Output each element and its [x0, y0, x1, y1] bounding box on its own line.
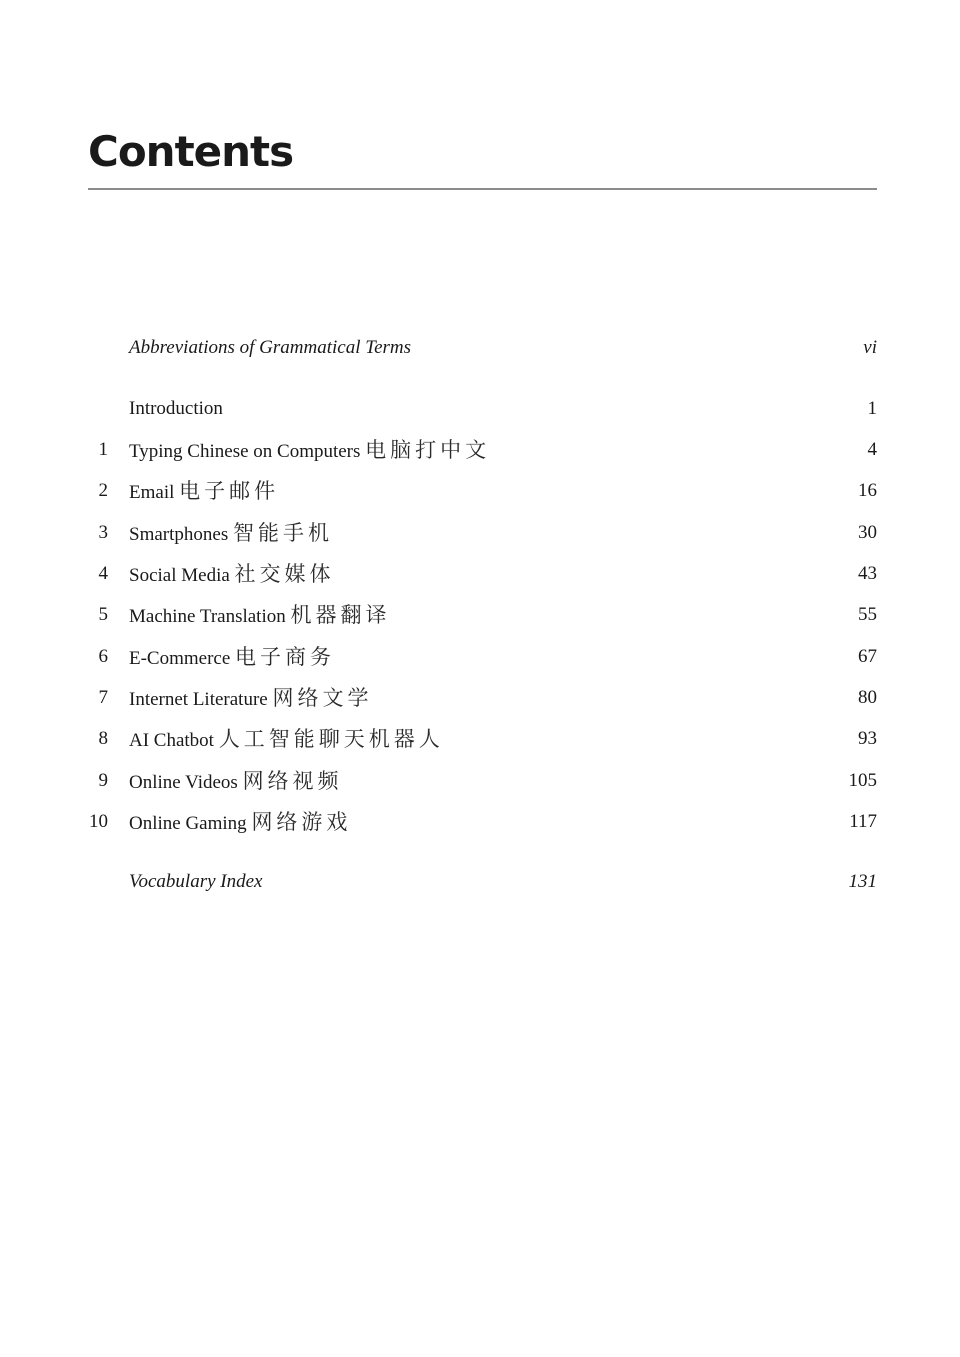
chapter-title-en: E-Commerce: [129, 648, 231, 669]
chapter-title-en: AI Chatbot: [129, 730, 214, 751]
chapter-title-en: Online Videos: [129, 772, 238, 793]
chapter-title-en: Smartphones: [129, 524, 229, 545]
chapter-title-en: Internet Literature: [129, 689, 268, 710]
toc-chapter-8[interactable]: [88, 725, 877, 753]
chapter-page: 4: [867, 439, 877, 460]
chapter-number: 6: [98, 646, 108, 667]
chapter-number: 3: [98, 522, 108, 543]
chapter-title-en: Typing Chinese on Computers: [129, 441, 361, 462]
toc-entry-label: Abbreviations of Grammatical Terms: [129, 337, 412, 358]
chapter-page: 43: [858, 563, 877, 584]
toc-chapter-2[interactable]: [88, 477, 877, 505]
chapter-page: 93: [858, 728, 877, 749]
chapter-title-cn: 智能手机: [232, 521, 333, 545]
chapter-title-cn: 电脑打中文: [365, 438, 491, 462]
chapter-number: 1: [98, 439, 108, 460]
chapter-title: [129, 560, 335, 590]
toc-entry-page: vi: [863, 337, 877, 358]
chapter-page: 117: [849, 811, 877, 832]
toc-entry-page: 1: [867, 398, 877, 419]
chapter-page: 105: [848, 770, 877, 791]
page-title: Contents: [88, 127, 294, 176]
chapter-number: 10: [89, 811, 108, 832]
chapter-title-cn: 电子商务: [235, 645, 336, 669]
chapter-page: 55: [858, 604, 877, 625]
chapter-title: [129, 725, 444, 755]
chapter-number: 7: [98, 687, 108, 708]
toc-chapter-9[interactable]: [88, 767, 877, 795]
chapter-title-cn: 机器翻译: [290, 603, 391, 627]
chapter-title-en: Email: [129, 482, 175, 503]
chapter-title: [129, 519, 333, 549]
chapter-page: 16: [858, 480, 877, 501]
chapter-title: [129, 601, 391, 631]
chapter-title: [129, 643, 335, 673]
chapter-number: 2: [98, 480, 108, 501]
chapter-title-en: Machine Translation: [129, 606, 286, 627]
chapter-title: [129, 767, 343, 797]
chapter-title: [129, 808, 351, 838]
toc-entry-vocabulary-index[interactable]: [88, 868, 877, 896]
title-divider: [88, 188, 877, 190]
toc-chapter-7[interactable]: [88, 684, 877, 712]
chapter-title: [129, 684, 372, 714]
toc-chapter-10[interactable]: [88, 808, 877, 836]
chapter-page: 30: [858, 522, 877, 543]
chapter-title-cn: 人工智能聊天机器人: [218, 727, 444, 751]
toc-chapter-6[interactable]: [88, 643, 877, 671]
chapter-title-cn: 社交媒体: [234, 562, 335, 586]
chapter-title-cn: 网络文学: [272, 686, 373, 710]
chapter-title: [129, 477, 279, 507]
chapter-number: 9: [98, 770, 108, 791]
chapter-title-cn: 电子邮件: [179, 479, 280, 503]
toc-entry-label: Vocabulary Index: [129, 871, 263, 892]
toc-entry-introduction[interactable]: [88, 395, 877, 423]
toc-chapter-4[interactable]: [88, 560, 877, 588]
toc-entry-label: Introduction: [129, 398, 223, 419]
chapter-title-en: Online Gaming: [129, 813, 247, 834]
chapter-page: 80: [858, 687, 877, 708]
chapter-number: 4: [98, 563, 108, 584]
toc-chapter-5[interactable]: [88, 601, 877, 629]
toc-chapter-3[interactable]: [88, 519, 877, 547]
toc-entry-page: 131: [848, 871, 877, 892]
chapter-number: 8: [98, 728, 108, 749]
chapter-title: [129, 436, 490, 466]
toc-chapter-1[interactable]: [88, 436, 877, 464]
chapter-title-cn: 网络视频: [242, 769, 343, 793]
toc-entry-abbreviations[interactable]: [88, 334, 877, 362]
chapter-title-cn: 网络游戏: [251, 810, 352, 834]
chapter-page: 67: [858, 646, 877, 667]
chapter-title-en: Social Media: [129, 565, 230, 586]
chapter-number: 5: [98, 604, 108, 625]
